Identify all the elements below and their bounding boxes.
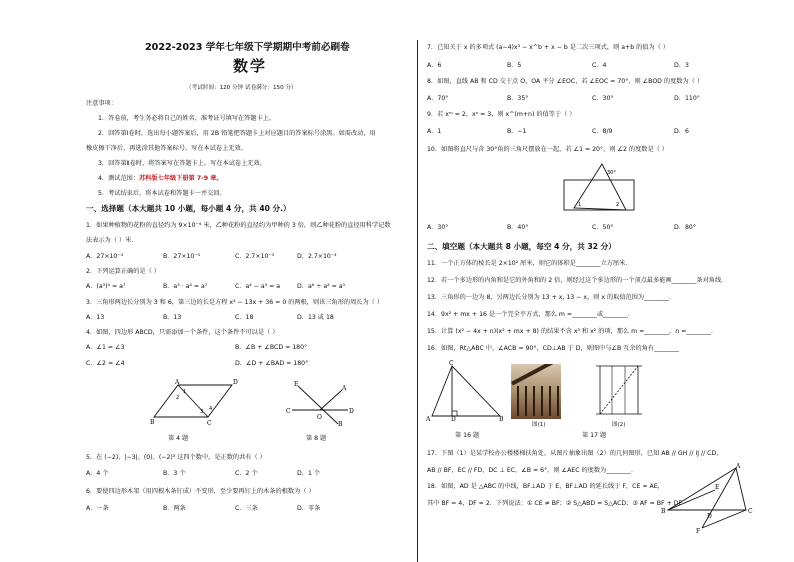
section1-heading: 一、选择题（本大题共 10 小题，每小题 4 分，共 40 分.） xyxy=(86,204,291,213)
q10-text: 10．如图将直尺与含 30°角的三角尺摆放在一起，若 ∠1 = 20°，则 ∠2 的度数是（ ） xyxy=(427,146,668,153)
q6-text: 6．要使四边形木架（用四根木条钉成）不变形，至少要再钉上的木条的根数为（ ） xyxy=(86,488,315,495)
fig18-label-b: B xyxy=(661,508,666,515)
section2-heading: 二、填空题（本大题共 8 小题，每空 4 分，共 32 分） xyxy=(427,242,616,251)
subject-title: 数学 xyxy=(233,57,268,75)
fig4-label-a: A xyxy=(175,379,180,386)
fig8-label-e: E xyxy=(294,381,299,388)
fig4-angle-1: 1 xyxy=(183,389,187,395)
q8-option-d: D．110° xyxy=(674,95,700,102)
note-3: 3．回答第Ⅱ卷时，将答案写在答题卡上。写在本试卷上无效。 xyxy=(98,160,266,167)
q7-option-d: D．3 xyxy=(674,62,689,69)
q6-option-a: A．一条 xyxy=(86,505,109,512)
q2-text: 2．下列运算正确的是（ ） xyxy=(86,268,160,275)
q18-text-b: 其中 BF = 4，DF = 2．下列说法：① CE ≠ BF；② S△ABD = S△ACD；③ AF = BF + DF xyxy=(427,500,683,507)
figure-10-ruler-triangle xyxy=(560,160,640,218)
q6-option-d: D．零条 xyxy=(297,505,321,512)
fig17-label-2: 图(2) xyxy=(612,422,626,428)
fig8-label-a: A xyxy=(342,385,347,392)
q5-option-c: C．2 个 xyxy=(235,470,258,477)
q4-option-b: B．∠B + ∠BCD = 180° xyxy=(235,344,308,351)
q10-option-b: B．40° xyxy=(507,224,529,231)
fig4-angle-4: 4 xyxy=(209,406,213,412)
q10-option-a: A．30° xyxy=(427,224,449,231)
q5-text: 5．在 (−2)、|−3|、(0)、(−2)³ 这四个数中，是正数的共有（ ） xyxy=(86,454,266,461)
q9-option-c: C．8/9 xyxy=(592,128,613,135)
q7-option-b: B．5 xyxy=(507,62,522,69)
fig16-label-d: D xyxy=(451,416,456,422)
q10-option-d: D．80° xyxy=(674,224,696,231)
fig8-label-d: D xyxy=(349,408,354,415)
fig18-label-f: F xyxy=(696,528,701,534)
figure-16-caption: 第 16 题 xyxy=(455,432,480,439)
q11-text: 11．一个正方体的棱长是 2×10² 厘米，则它的体积是________立方厘米． xyxy=(427,260,632,267)
fig18-label-d: D xyxy=(707,513,712,520)
q3-text: 3．三角形两边长分别为 3 和 6，第三边的长是方程 x² − 13x + 36 = 0 的两根，则该三角形的周长为（ ） xyxy=(86,299,384,306)
figure-16-right-triangle xyxy=(426,358,504,422)
q1-option-b: B．27×10⁻⁵ xyxy=(163,253,201,260)
fig10-angle-1: 1 xyxy=(578,202,582,208)
q3-option-a: A．13 xyxy=(86,314,105,321)
note-4: 4．测试范围：苏科版七年级下册第 7-9 章。 xyxy=(98,175,223,182)
q1-option-d: D．2.7×10⁻⁴ xyxy=(297,253,337,260)
fig18-label-e: E xyxy=(715,484,720,491)
q5-option-a: A．4 个 xyxy=(86,470,109,477)
q15-text: 15．计算 (x² − 4x + n)(x² + mx + 8) 的结果不含 x³ 和 x² 的项，那么 m =________，n =________． xyxy=(427,328,718,335)
fig8-label-b: B xyxy=(338,421,343,428)
fig18-label-c: C xyxy=(748,508,753,515)
q7-option-c: C．4 xyxy=(592,62,607,69)
q16-text: 16．如图，Rt△ABC 中，∠ACB = 90°，CD⊥AB 于 D，则图中与∠B 互余的角有________ xyxy=(427,345,679,352)
q4-option-c: C．∠2 = ∠4 xyxy=(86,360,125,367)
q9-option-b: B．−1 xyxy=(507,128,527,135)
q6-option-b: B．两条 xyxy=(163,505,186,512)
fig4-angle-2: 2 xyxy=(176,395,180,401)
q12-text: 12．若一个多边形的内角和是它的外角和的 2 倍，则经过这个多边形的一个顶点最多能画________条对角线． xyxy=(427,277,728,284)
q4-text: 4．如图，四边形 ABCD，只需添加一个条件，这个条件不可以是（ ） xyxy=(86,329,279,336)
fig8-label-c: C xyxy=(286,408,291,415)
q4-option-d: D．∠D + ∠BAD = 180° xyxy=(235,360,309,367)
q14-text: 14．9x² + mx + 16 是一个完全平方式，那么 m =________或________． xyxy=(427,311,634,318)
q17-text-b: AB // BF，EC // FD，DC ⊥ EC，∠B = 6°，则 ∠AEC 的度数为________． xyxy=(427,467,638,474)
note-2a: 2．回答第Ⅰ卷时，选出每小题答案后，用 2B 铅笔把答题卡上对应题目的答案标号涂黑。如需改动，用 xyxy=(98,130,376,137)
column-divider xyxy=(417,40,418,562)
q7-option-a: A．6 xyxy=(427,62,442,69)
q9-text: 9．若 xᵐ = 2，xⁿ = 3，则 x^(m+n) 的值等于（ ） xyxy=(427,111,576,118)
fig17-label-1: 图(1) xyxy=(532,422,546,428)
q6-option-c: C．三条 xyxy=(235,505,258,512)
q8-option-b: B．35° xyxy=(507,95,529,102)
exam-title: 2022-2023 学年七年级下学期期中考前必刷卷 xyxy=(145,42,350,53)
fig16-label-a: A xyxy=(426,416,431,422)
q3-option-d: D．13 或 18 xyxy=(297,314,334,321)
fig4-label-d: D xyxy=(233,379,238,386)
test-range: 苏科版七年级下册第 7-9 章。 xyxy=(139,175,223,182)
fig8-label-o: O xyxy=(317,414,322,421)
figure-17-geometry xyxy=(592,360,648,422)
figure-4-caption: 第 4 题 xyxy=(168,435,189,442)
figure-8-intersecting-lines xyxy=(286,380,356,428)
q2-option-c: C．a⁴ − a³ = a xyxy=(235,283,281,290)
figure-4-parallelogram xyxy=(150,377,240,427)
figure-17-caption: 第 17 题 xyxy=(582,432,607,439)
fig4-angle-3: 3 xyxy=(200,409,204,415)
notes-heading: 注意事项： xyxy=(86,100,117,107)
q1-option-c: C．2.7×10⁻³ xyxy=(235,253,275,260)
q2-option-a: A．(a³)⁴ = a⁷ xyxy=(86,283,126,290)
q1-text-b: 法表示为（ ）米． xyxy=(86,237,138,244)
fig16-label-c: C xyxy=(449,360,454,367)
note-2b: 橡皮擦干净后，再选涂其他答案标号。写在本试卷上无效。 xyxy=(86,145,247,152)
q1-text-a: 1．如果种植物的花粉的直径约为 9×10⁻⁴ 米，乙种花粉的直径约为甲种的 3 倍，则乙种花粉的直径用科学记数 xyxy=(86,222,391,229)
q2-option-d: D．a⁶ ÷ a² = a³ xyxy=(297,283,346,290)
q7-text: 7．已知关于 x 的多项式 (a−4)x³ − x^b + x − b 是二次三项式，则 a+b 的值为（ ） xyxy=(427,44,669,51)
fig16-label-b: B xyxy=(499,416,504,422)
q3-option-c: C．18 xyxy=(235,314,254,321)
exam-info: （考试时间：120 分钟 试卷满分：150 分） xyxy=(186,85,297,91)
q1-option-a: A．27×10⁻⁴ xyxy=(86,253,124,260)
q3-option-b: B．13 xyxy=(163,314,182,321)
q18-text-a: 18．如图，AD 是 △ABC 的中线，BF⊥AD 于 E，BF⊥AD 的延长线于 F，CE = AE， xyxy=(427,483,664,490)
q17-text-a: 17．下图（1）是某学校办公楼楼梯扶角处，从图片抽象出图（2）的几何图形，已知 AB // GH // IJ // CD， xyxy=(427,450,723,457)
fig10-angle-2: 2 xyxy=(616,202,620,208)
note-5: 5．考试结束后，将本试卷和答题卡一并交回。 xyxy=(98,190,226,197)
figure-8-caption: 第 8 题 xyxy=(306,435,327,442)
fig4-label-b: B xyxy=(150,419,155,426)
q13-text: 13．三角形的一边为 8，另两边长分别为 13 + x, 13 − x，则 x 的取值范围为________． xyxy=(427,294,676,301)
q5-option-b: B．3 个 xyxy=(163,470,186,477)
q8-option-a: A．70° xyxy=(427,95,449,102)
q2-option-b: B．a³ · a⁴ = a⁷ xyxy=(163,283,208,290)
fig18-label-a: A xyxy=(736,463,741,470)
q8-text: 8．如图，直线 AB 和 CD 交于点 O，OA 平分 ∠EOC，若 ∠EOC = 70°，则 ∠BOD 的度数为（ ） xyxy=(427,78,704,85)
figure-17-staircase-photo xyxy=(511,364,561,419)
q10-option-c: C．50° xyxy=(592,224,614,231)
fig4-label-c: C xyxy=(207,420,212,427)
q5-option-d: D．1 个 xyxy=(297,470,321,477)
fig10-angle-30: 30° xyxy=(607,170,616,176)
figure-18-triangle-median xyxy=(660,462,756,534)
q9-option-d: D．6 xyxy=(674,128,689,135)
q8-option-c: C．30° xyxy=(592,95,614,102)
q9-option-a: A．1 xyxy=(427,128,442,135)
note-1: 1．答卷前，考生务必将自己的姓名、准考证号填写在答题卡上。 xyxy=(98,115,276,122)
q4-option-a: A．∠1 = ∠3 xyxy=(86,344,125,351)
